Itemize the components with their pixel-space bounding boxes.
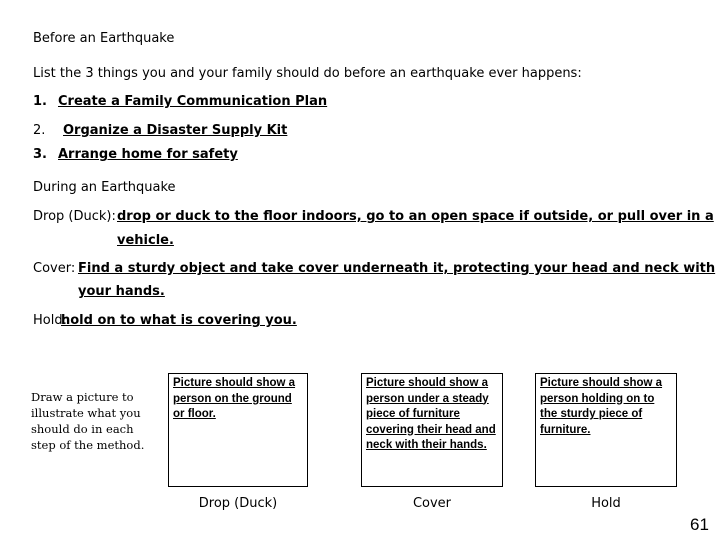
picture-box-cover-text: Picture should show a person under a steady piece of furniture covering their head and neck with their hands. <box>366 377 496 451</box>
drop-label: Drop (Duck): <box>33 209 116 224</box>
before-item-2-answer: Organize a Disaster Supply Kit <box>63 123 288 138</box>
before-heading: Before an Earthquake <box>33 31 175 46</box>
caption-hold: Hold <box>591 496 621 511</box>
hold-answer: hold on to what is covering you. <box>61 313 297 328</box>
cover-label: Cover: <box>33 261 76 276</box>
cover-answer-line2: your hands. <box>78 284 165 299</box>
hold-label: Hold: <box>33 313 67 328</box>
picture-box-hold-text: Picture should show a person holding on to the sturdy piece of furniture. <box>540 377 663 436</box>
picture-box-drop <box>168 373 308 487</box>
drop-answer-line2: vehicle. <box>117 233 174 248</box>
during-heading: During an Earthquake <box>33 180 176 195</box>
cover-answer-line1: Find a sturdy object and take cover underneath it, protecting your head and neck with <box>78 261 716 276</box>
drop-answer-line1: drop or duck to the floor indoors, go to an open space if outside, or pull over in a <box>117 209 714 224</box>
picture-box-hold <box>535 373 677 487</box>
drawing-instruction: Draw a picture to illustrate what you should do in each step of the method. <box>31 390 145 452</box>
before-item-3-answer: Arrange home for safety <box>58 147 238 162</box>
page-number: 61 <box>690 515 709 534</box>
before-item-2-number: 2. <box>33 123 46 138</box>
before-question: List the 3 things you and your family should do before an earthquake ever happens: <box>33 66 582 81</box>
before-item-1-number: 1. <box>33 94 47 109</box>
before-item-3-number: 3. <box>33 147 47 162</box>
caption-drop: Drop (Duck) <box>198 496 278 511</box>
picture-box-cover <box>361 373 503 487</box>
caption-cover: Cover <box>412 496 452 511</box>
picture-box-drop-text: Picture should show a person on the ground or floor. <box>173 377 296 420</box>
before-item-1-answer: Create a Family Communication Plan <box>58 94 328 109</box>
